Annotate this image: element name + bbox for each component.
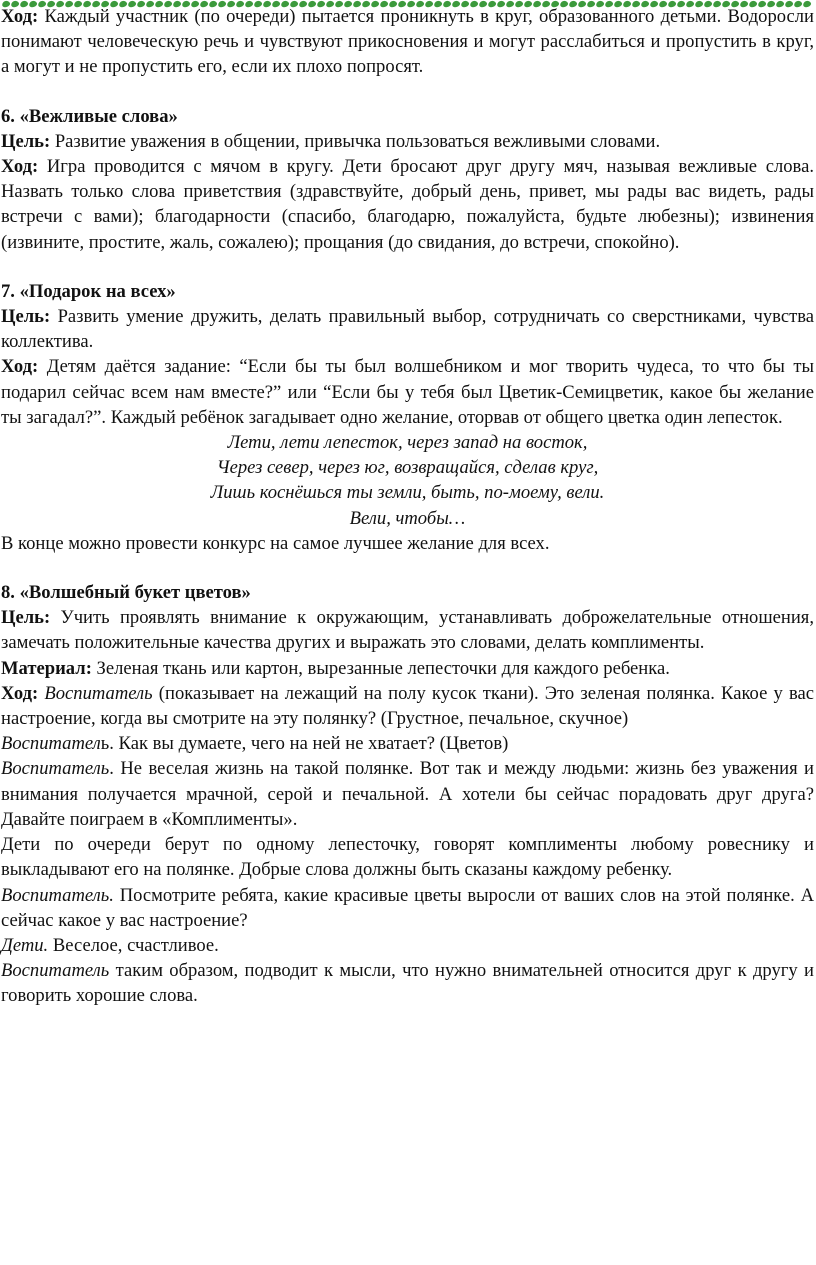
- spacer: [1, 255, 814, 279]
- game-7-ending: В конце можно провести конкурс на самое лучшее желание для всех.: [1, 532, 550, 554]
- dialogue-paragraph: [1, 958, 814, 1008]
- move-label: Ход:: [1, 682, 39, 704]
- role-label: Дети.: [1, 934, 49, 956]
- dialogue-text: таким образом, подводит к мысли, что нужно внимательней относится друг к другу и говорить хорошие слова.: [1, 960, 814, 1007]
- intro-paragraph: [1, 4, 814, 80]
- game-7-title: 7. «Подарок на всех»: [1, 280, 176, 302]
- goal-text: Развитие уважения в общении, привычка пользоваться вежливыми словами.: [50, 130, 661, 152]
- dialogue-text: ь. Как вы думаете, чего на ней не хватает? (Цветов): [100, 733, 509, 755]
- role-label: Воспитатель.: [1, 884, 114, 906]
- game-8-material: [1, 656, 814, 681]
- intro-text: Каждый участник (по очереди) пытается проникнуть в круг, образованного детьми. Водоросли понимают человеческую речь и чувствуют прикосновения и могут расслабиться и пропустить в круг, а могут и не пропустить его, если их плохо попросят.: [1, 6, 814, 78]
- document-page: [0, 4, 816, 1009]
- poem-line: Вели, чтобы…: [349, 507, 466, 529]
- move-text: Игра проводится с мячом в кругу. Дети бросают друг другу мяч, называя вежливые слова. Назвать только слова приветствия (здравствуйте, добрый день, привет, мы рады вас видеть, рады встречи с вами); благодарности (спасибо, благодарю, пожалуйста, будьте любезны); извинения (извините, простите, жаль, сожалею); прощания (до свидания, до встречи, спокойно).: [1, 156, 814, 253]
- role-label: Воспитатель: [1, 758, 110, 780]
- move-label: Ход:: [1, 6, 39, 27]
- dialogue-paragraph: [1, 731, 814, 756]
- dialogue-paragraph: [1, 933, 814, 958]
- goal-label: Цель:: [1, 306, 51, 328]
- dialogue-text: Посмотрите ребята, какие красивые цветы выросли от ваших слов на этой полянке. А сейчас какое у вас настроение?: [1, 884, 814, 931]
- game-6-goal: [1, 129, 814, 154]
- goal-text: Развить умение дружить, делать правильный выбор, сотрудничать со сверстниками, чувства коллектива.: [1, 306, 814, 353]
- game-8-move: [1, 681, 814, 731]
- game-7-goal: [1, 304, 814, 354]
- move-label: Ход:: [1, 156, 39, 178]
- material-text: Зеленая ткань или картон, вырезанные лепесточки для каждого ребенка.: [91, 657, 670, 679]
- move-label: Ход:: [1, 356, 39, 378]
- goal-text: Учить проявлять внимание к окружающим, устанавливать доброжелательные отношения, замечать положительные качества других и выражать это словами, делать комплименты.: [1, 607, 814, 654]
- game-6-move: [1, 154, 814, 255]
- game-8-title: 8. «Волшебный букет цветов»: [1, 582, 251, 604]
- dialogue-text: . Не веселая жизнь на такой полянке. Вот так и между людьми: жизнь без уважения и внимания получается мрачной, серой и печальной. А хотели бы сейчас порадовать друг друга? Давайте поиграем в «Комплименты».: [1, 758, 814, 830]
- spacer: [1, 80, 814, 104]
- game-6-title: 6. «Вежливые слова»: [1, 105, 178, 127]
- game-8-goal: [1, 605, 814, 655]
- poem-line: Через север, через юг, возвращайся, сделав круг,: [216, 457, 599, 479]
- goal-label: Цель:: [1, 607, 51, 629]
- poem-line: Лишь коснёшься ты земли, быть, по-моему, вели.: [210, 482, 605, 504]
- spacer: [1, 556, 814, 580]
- dialogue-paragraph: [1, 883, 814, 933]
- dialogue-text: (показывает на лежащий на полу кусок ткани). Это зеленая полянка. Какое у вас настроение, когда вы смотрите на эту полянку? (Грустное, печальное, скучное): [1, 682, 814, 730]
- role-label: Воспитатель: [1, 960, 110, 982]
- material-label: Материал:: [1, 657, 92, 679]
- move-text: Детям даётся задание: “Если бы ты был волшебником и мог творить чудеса, то что бы ты подарил сейчас всем нам вместе?” или “Если бы у тебя был Цветик-Семицветик, какое бы желание ты загадал?”. Каждый ребёнок загадывает одно желание, оторвав от общего цветка один лепесток.: [1, 356, 814, 428]
- role-label: Воспитател: [1, 733, 101, 755]
- poem-line: Лети, лети лепесток, через запад на восток,: [227, 432, 588, 454]
- dialogue-paragraph: [1, 756, 814, 832]
- role-label: Воспитатель: [44, 682, 153, 704]
- dialogue-text: Веселое, счастливое.: [48, 934, 219, 956]
- game-7-move: [1, 354, 814, 430]
- narrative-paragraph: Дети по очереди берут по одному лепесточку, говорят комплименты любому ровеснику и выкладывают его на полянке. Добрые слова должны быть сказаны каждому ребенку.: [1, 834, 814, 881]
- goal-label: Цель:: [1, 130, 51, 152]
